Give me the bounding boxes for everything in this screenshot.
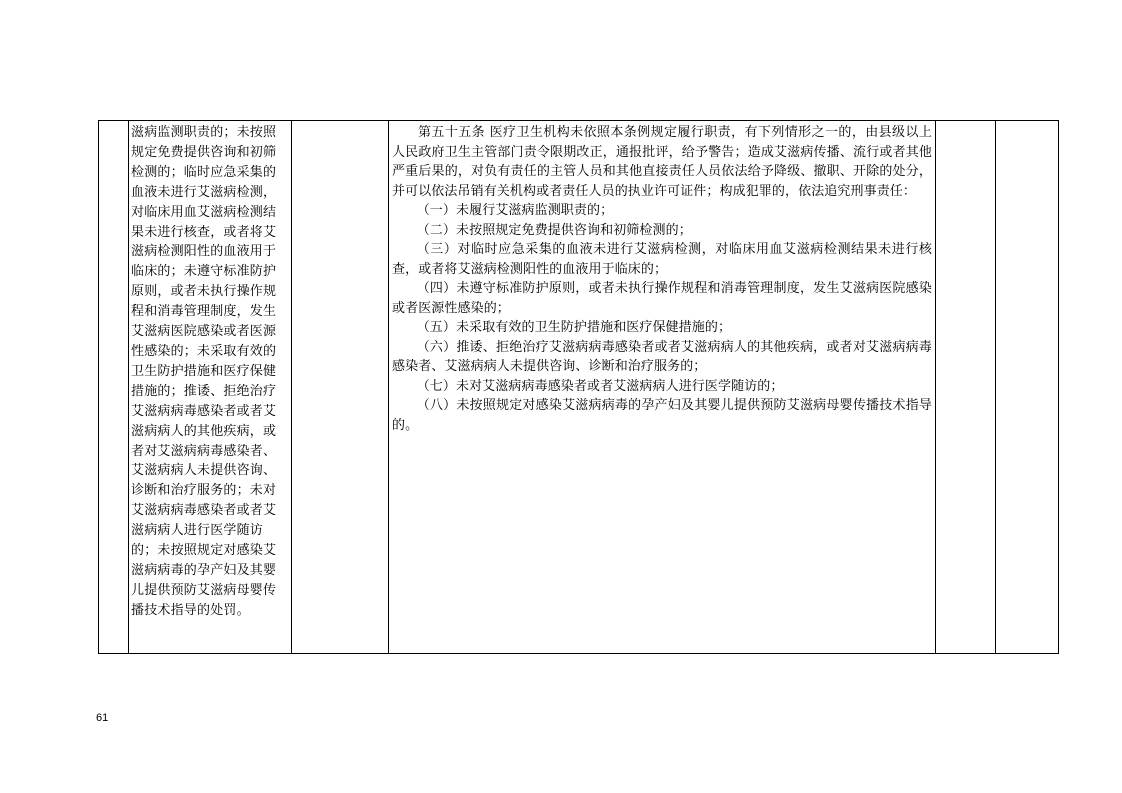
table-cell-basis — [292, 121, 389, 654]
violation-line: 儿提供预防艾滋病母婴传 — [131, 582, 277, 598]
article-item: （四）未遵守标准防护原则，或者未执行操作规程和消毒管理制度，发生艾滋病医院感染或者医源性感染的； — [392, 281, 932, 316]
violation-line: 卫生防护措施和医疗保健 — [131, 363, 277, 379]
violation-line: 果未进行核查，或者将艾 — [131, 224, 277, 240]
violation-line: 的；未按照规定对感染艾 — [131, 543, 277, 559]
violation-text — [129, 121, 291, 621]
violation-line: 播技术指导的处罚。 — [131, 602, 250, 618]
violation-line: 措施的；推诿、拒绝治疗 — [131, 383, 277, 399]
article-item: （八）未按照规定对感染艾滋病病毒的孕产妇及其婴儿提供预防艾滋病母婴传播技术指导的。 — [392, 398, 932, 433]
violation-line: 滋病病人的其他疾病，或 — [131, 423, 277, 439]
article-item: （七）未对艾滋病病毒感染者或者艾滋病病人进行医学随访的； — [416, 378, 784, 394]
violation-line: 血液未进行艾滋病检测， — [131, 184, 277, 200]
article-intro: 第五十五条 医疗卫生机构未依照本条例规定履行职责，有下列情形之一的，由县级以上人民政府卫生主管部门责令限期改正，通报批评，给予警告；造成艾滋病传播、流行或者其他严重后果的，对负有责任的主管人员和其他直接责任人员依法给予降级、撤职、开除的处分，并可以依法吊销有关机构或者责任人员的执业许可证件；构成犯罪的，依法追究刑事责任： — [392, 125, 932, 199]
violation-line: 艾滋病病毒感染者或者艾 — [131, 503, 277, 519]
table-cell-empty — [936, 121, 996, 654]
violation-line: 检测的；临时应急采集的 — [131, 164, 277, 180]
violation-line: 诊断和治疗服务的；未对 — [131, 483, 277, 499]
article-item: （一）未履行艾滋病监测职责的； — [416, 203, 614, 218]
violation-line: 者对艾滋病病毒感染者、 — [131, 443, 277, 459]
violation-line: 滋病病人进行医学随访 — [131, 523, 264, 539]
violation-line: 滋病病毒的孕产妇及其婴 — [131, 562, 277, 578]
violation-line: 临床的；未遵守标准防护 — [131, 264, 277, 280]
article-item: （三）对临时应急采集的血液未进行艾滋病检测，对临床用血艾滋病检测结果未进行核查，或者将艾滋病检测阳性的血液用于临床的； — [392, 242, 932, 277]
page-number: 61 — [96, 712, 109, 724]
violation-line: 性感染的；未采取有效的 — [131, 343, 277, 359]
violation-line: 对临床用血艾滋病检测结 — [131, 204, 277, 220]
article-text — [389, 121, 935, 435]
violation-line: 规定免费提供咨询和初筛 — [131, 144, 277, 160]
article-item: （二）未按照规定免费提供咨询和初筛检测的； — [416, 222, 692, 238]
violation-line: 程和消毒管理制度，发生 — [131, 304, 277, 320]
regulation-table — [98, 120, 1059, 654]
violation-line: 艾滋病医院感染或者医源 — [131, 324, 277, 340]
violation-line: 滋病监测职责的；未按照 — [131, 125, 277, 140]
table-cell-violation — [129, 121, 292, 654]
article-item: （五）未采取有效的卫生防护措施和医疗保健措施的； — [416, 320, 732, 335]
violation-line: 原则，或者未执行操作规 — [131, 284, 277, 300]
violation-line: 滋病检测阳性的血液用于 — [131, 244, 277, 260]
violation-line: 艾滋病病人未提供咨询、 — [131, 463, 277, 479]
table-cell-empty — [996, 121, 1059, 654]
table-cell-index — [99, 121, 129, 654]
article-item: （六）推诿、拒绝治疗艾滋病病毒感染者或者艾滋病病人的其他疾病，或者对艾滋病病毒感染者、艾滋病病人未提供咨询、诊断和治疗服务的； — [392, 339, 932, 374]
table-cell-article — [389, 121, 936, 654]
table-row — [99, 121, 1059, 654]
violation-line: 艾滋病病毒感染者或者艾 — [131, 403, 277, 419]
